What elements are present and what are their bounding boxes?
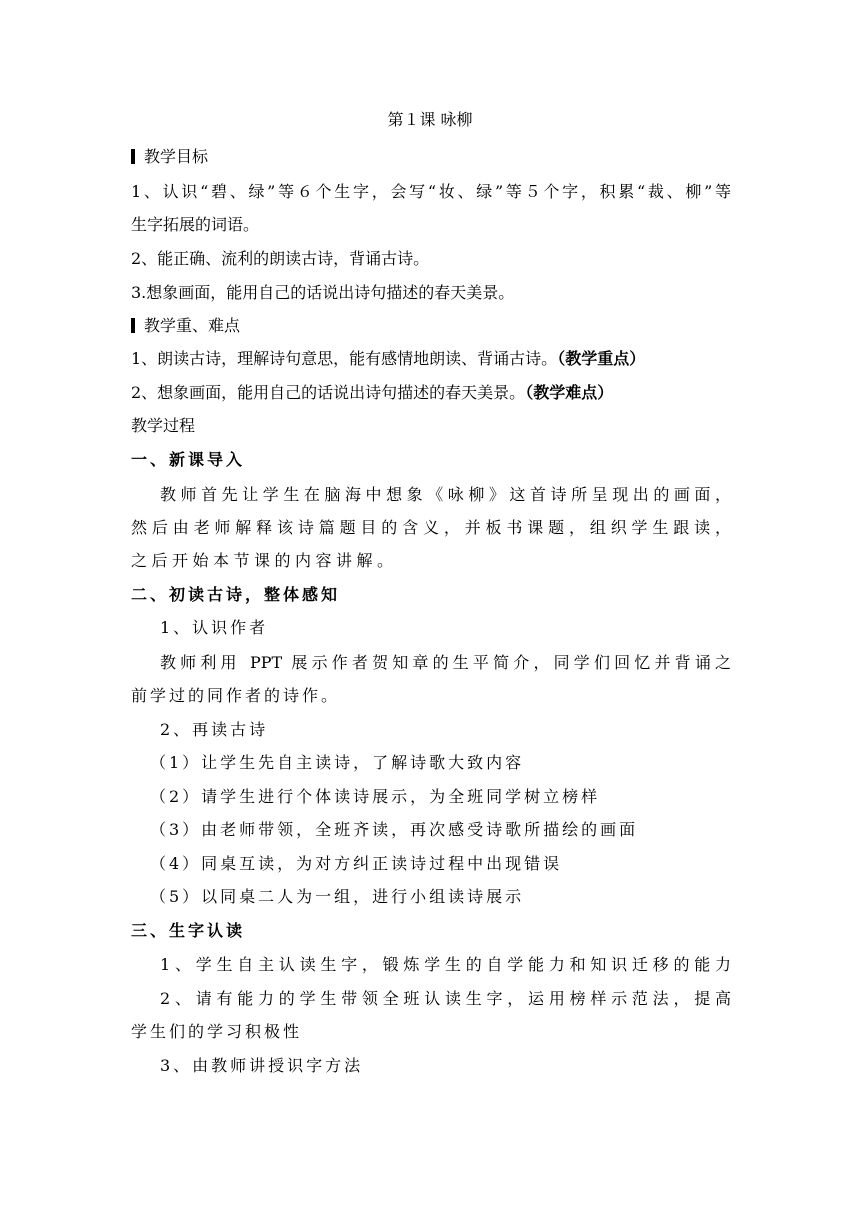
s2-step-3: （3）由老师带领，全班齐读，再次感受诗歌所描绘的画面 [150,820,639,839]
goal-item-1-line-2: 生字拓展的词语。 [131,215,260,234]
goal-item-3: 3.想象画面，能用自己的话说出诗句描述的春天美景。 [131,283,515,302]
lesson-title: 第１课 咏柳 [387,110,473,129]
s2-heading: 二、初读古诗，整体感知 [131,585,341,604]
s2-sub-2: 2、再读古诗 [160,720,269,739]
s2-step-4: （4）同桌互读，为对方纠正读诗过程中出现错误 [150,854,563,873]
key-item-2 [131,383,731,403]
s2-step-1: （1）让学生先自主读诗，了解诗歌大致内容 [150,753,525,772]
s1-para-line-3: 之后开始本节课的内容讲解。 [131,551,398,570]
s3-item-3: 3、由教师讲授识字方法 [160,1056,364,1075]
process-heading: 教学过程 [131,416,196,435]
s1-heading: 一、新课导入 [131,450,246,469]
key-item-1-text: 1、朗读古诗，理解诗句意思，能有感情地朗读、背诵古诗。 [131,349,558,368]
s2-sub-1: 1、认识作者 [160,618,269,637]
s2-step-2: （2）请学生进行个体读诗展示，为全班同学树立榜样 [150,787,601,806]
s2-step-5: （5）以同桌二人为一组，进行小组读诗展示 [150,887,525,906]
s3-item-2-line-2: 学生们的学习积极性 [131,1022,303,1041]
goal-item-2: 2、能正确、流利的朗读古诗，背诵古诗。 [131,249,430,268]
section-heading-goals [131,147,731,167]
s1-para-line-2: 然后由老师解释该诗篇题目的含义，并板书课题，组织学生跟读， [131,518,731,537]
s3-item-2-line-1: 2、请有能力的学生带领全班认读生字，运用榜样示范法，提高 [160,989,731,1008]
bullet-marker [131,318,135,333]
s2-sub-1-para-line-2: 前学过的同作者的诗作。 [131,686,341,705]
section-heading-keys [131,316,731,336]
heading-text: 教学重、难点 [144,316,241,335]
s3-item-1: 1、学生自主认读生字，锻炼学生的自学能力和知识迁移的能力 [160,955,731,974]
key-item-2-text: 2、想象画面，能用自己的话说出诗句描述的春天美景。 [131,383,526,402]
goal-item-1-line-1: 1、认识“碧、绿”等６个生字，会写“妆、绿”等５个字，积累“裁、柳”等 [131,182,731,201]
heading-text: 教学目标 [144,147,209,166]
s1-para-line-1: 教师首先让学生在脑海中想象《咏柳》这首诗所呈现出的画面， [160,485,731,504]
key-item-1-tag: （教学重点） [557,349,646,368]
bullet-marker [131,149,135,164]
key-item-2-tag: （教学难点） [525,383,614,402]
key-item-1 [131,349,731,369]
s2-sub-1-para-line-1: 教师利用 PPT 展示作者贺知章的生平简介，同学们回忆并背诵之 [160,653,731,672]
s3-heading: 三、生字认读 [131,921,246,940]
